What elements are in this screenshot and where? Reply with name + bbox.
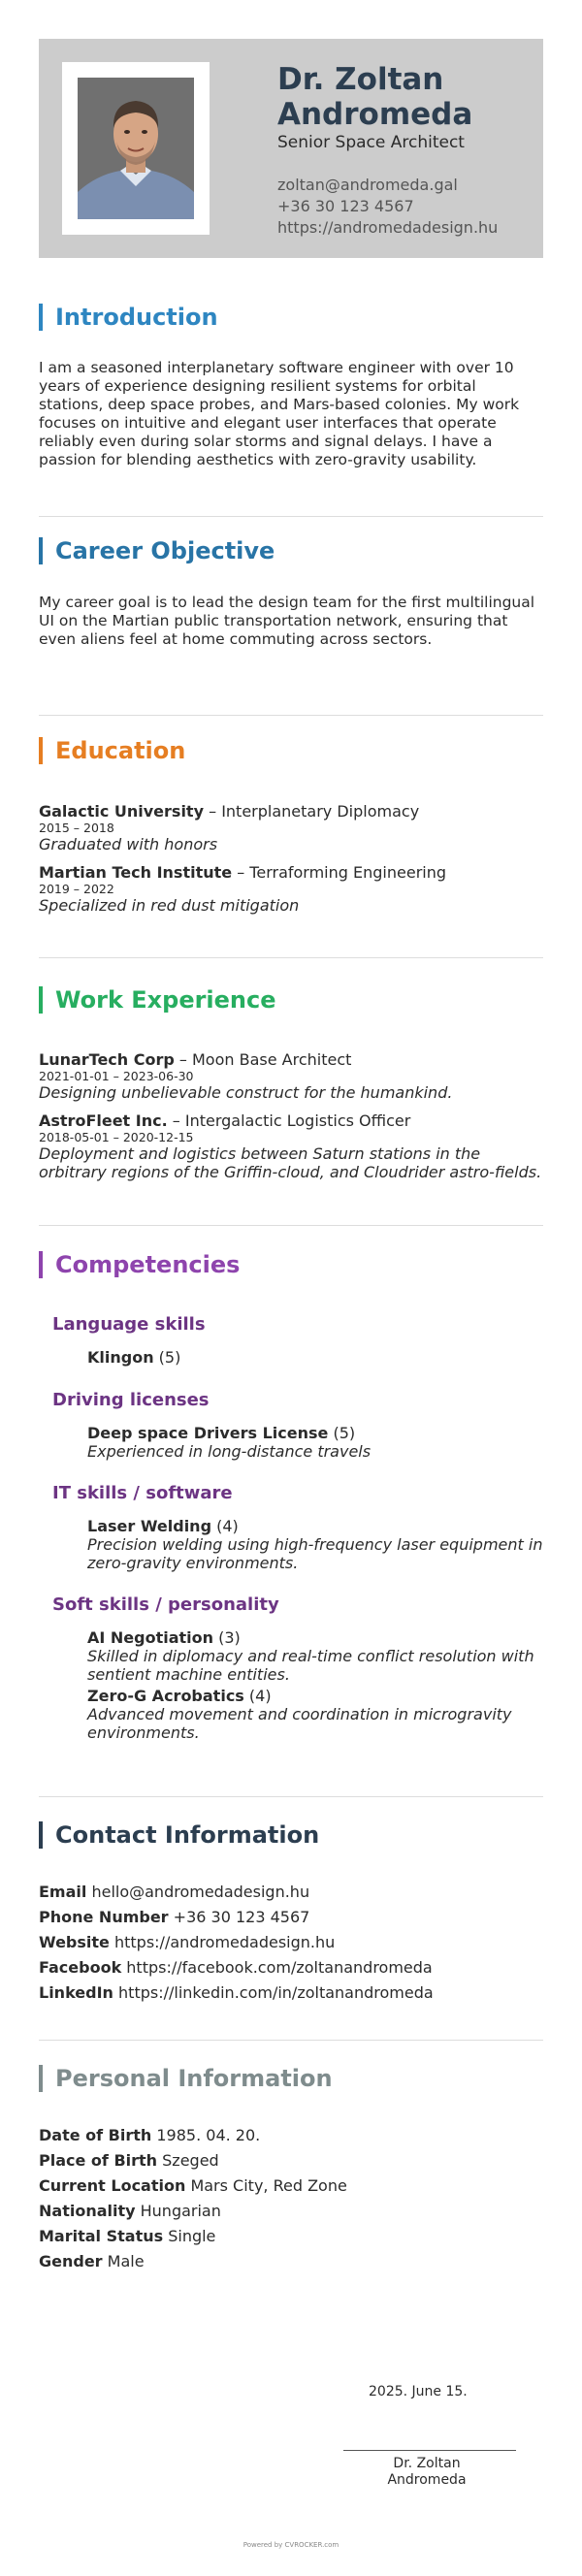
competency-category: Language skills: [52, 1314, 206, 1335]
education-entry: [39, 802, 543, 853]
personal-row: [39, 2123, 543, 2148]
header-contacts: [277, 175, 539, 239]
kv-label: Marital Status: [39, 2227, 164, 2245]
education-section: [39, 737, 543, 915]
education-dates: 2019 – 2022: [39, 882, 114, 896]
skill-name: Zero-G Acrobatics: [87, 1687, 244, 1705]
kv-label: Place of Birth: [39, 2151, 158, 2170]
company-name: LunarTech Corp: [39, 1050, 175, 1069]
personal-row: [39, 2249, 543, 2274]
skill-name: Laser Welding: [87, 1517, 212, 1535]
cv-header: [39, 39, 543, 258]
personal-section: [39, 2065, 543, 2274]
kv-value: hello@andromedadesign.hu: [86, 1883, 310, 1901]
contact-email-row[interactable]: [39, 1880, 543, 1905]
degree: – Terraforming Engineering: [232, 863, 447, 882]
signature-line: [343, 2450, 516, 2451]
personal-list: [39, 2123, 543, 2274]
kv-value: https://linkedin.com/in/zoltanandromeda: [113, 1983, 434, 2002]
contact-title: Contact Information: [39, 1821, 543, 1849]
kv-label: Email: [39, 1883, 87, 1901]
school-name: Galactic University: [39, 802, 205, 821]
kv-value: Mars City, Red Zone: [185, 2176, 347, 2195]
skill-note: Experienced in long-distance travels: [87, 1442, 372, 1461]
work-entry: [39, 1111, 543, 1181]
job-title: Senior Space Architect: [277, 133, 465, 152]
skill-level: (3): [213, 1628, 241, 1647]
section-divider: [39, 2040, 543, 2041]
work-note: Designing unbelievable construct for the humankind.: [39, 1083, 453, 1102]
career-section: [39, 537, 543, 649]
personal-title: Personal Information: [39, 2065, 543, 2092]
kv-value: Hungarian: [135, 2202, 221, 2220]
work-section: [39, 986, 543, 1181]
header-text: [277, 62, 539, 239]
education-note: Graduated with honors: [39, 835, 218, 853]
position: – Intergalactic Logistics Officer: [167, 1111, 411, 1130]
contact-facebook-row[interactable]: [39, 1955, 543, 1980]
personal-row: [39, 2199, 543, 2224]
skill-level: (5): [153, 1348, 181, 1367]
skill-level: (4): [211, 1517, 239, 1535]
skill-level: (5): [328, 1424, 356, 1442]
skill-note: Skilled in diplomacy and real-time conflict resolution with sentient machine entities.: [87, 1647, 534, 1684]
skill-name: Klingon: [87, 1348, 154, 1367]
work-entry: [39, 1050, 543, 1102]
kv-value: 1985. 04. 20.: [151, 2126, 261, 2144]
education-dates: 2015 – 2018: [39, 821, 114, 835]
kv-label: Phone Number: [39, 1908, 169, 1926]
work-dates: 2018-05-01 – 2020-12-15: [39, 1130, 194, 1144]
competencies-section: [39, 1251, 543, 1742]
personal-row: [39, 2224, 543, 2249]
education-entry: [39, 863, 543, 915]
competency-category: Driving licenses: [52, 1390, 210, 1410]
skill-note: Precision welding using high-frequency laser equipment in zero-gravity environments.: [87, 1535, 543, 1572]
header-website[interactable]: https://andromedadesign.hu: [277, 218, 499, 237]
profile-photo: [78, 78, 194, 219]
kv-value: Male: [102, 2252, 145, 2270]
signature-name: Dr. Zoltan Andromeda: [387, 2456, 467, 2488]
cv-page: [39, 39, 543, 2549]
kv-label: Nationality: [39, 2202, 136, 2220]
skill-item: [87, 1424, 543, 1461]
skill-item: [87, 1348, 543, 1367]
personal-row: [39, 2174, 543, 2199]
kv-value: https://facebook.com/zoltanandromeda: [121, 1958, 433, 1977]
kv-label: Date of Birth: [39, 2126, 152, 2144]
competency-category: Soft skills / personality: [52, 1594, 279, 1615]
skill-item: [87, 1687, 543, 1742]
powered-by-footer[interactable]: Powered by CVROCKER.com: [242, 2541, 340, 2549]
kv-label: Gender: [39, 2252, 103, 2270]
school-name: Martian Tech Institute: [39, 863, 233, 882]
contact-section: [39, 1821, 543, 2006]
section-divider: [39, 715, 543, 716]
work-note: Deployment and logistics between Saturn stations in the orbitrary regions of the Griffin-cloud, and Cloudrider astro-fields.: [39, 1144, 542, 1181]
degree: – Interplanetary Diplomacy: [204, 802, 420, 821]
kv-value: Single: [163, 2227, 216, 2245]
introduction-title: Introduction: [39, 304, 543, 331]
career-text: My career goal is to lead the design team for the first multilingual UI on the Martian public transportation network, ensuring that even aliens feel at home commuting across sectors.: [39, 594, 535, 648]
skill-name: AI Negotiation: [87, 1628, 214, 1647]
kv-label: Facebook: [39, 1958, 122, 1977]
personal-row: [39, 2148, 543, 2174]
section-divider: [39, 516, 543, 517]
contact-phone-row[interactable]: [39, 1905, 543, 1930]
work-dates: 2021-01-01 – 2023-06-30: [39, 1069, 194, 1083]
section-divider: [39, 1796, 543, 1797]
skill-name: Deep space Drivers License: [87, 1424, 329, 1442]
position: – Moon Base Architect: [174, 1050, 352, 1069]
kv-label: Current Location: [39, 2176, 186, 2195]
kv-value: +36 30 123 4567: [168, 1908, 310, 1926]
contact-linkedin-row[interactable]: [39, 1980, 543, 2006]
contact-list: [39, 1880, 543, 2006]
career-title: Career Objective: [39, 537, 543, 564]
kv-label: Website: [39, 1933, 110, 1951]
section-divider: [39, 957, 543, 958]
kv-value: Szeged: [157, 2151, 219, 2170]
kv-label: LinkedIn: [39, 1983, 113, 2002]
competency-category: IT skills / software: [52, 1483, 233, 1503]
education-title: Education: [39, 737, 543, 764]
kv-value: https://andromedadesign.hu: [109, 1933, 336, 1951]
introduction-section: [39, 304, 543, 469]
full-name: Dr. Zoltan Andromeda: [277, 62, 473, 132]
skill-item: [87, 1517, 543, 1572]
work-title: Work Experience: [39, 986, 543, 1014]
introduction-text: I am a seasoned interplanetary software engineer with over 10 years of experience designing resilient systems for orbital stations, deep space probes, and Mars-based colonies. My work focuses on intuitive and elegant user interfaces that operate reliably even during solar storms and signal delays. I have a passion for blending aesthetics with zero-gravity usability.: [39, 359, 520, 468]
signature-date: 2025. June 15.: [369, 2384, 468, 2399]
company-name: AstroFleet Inc.: [39, 1111, 168, 1130]
header-phone[interactable]: +36 30 123 4567: [277, 197, 414, 215]
contact-website-row[interactable]: [39, 1930, 543, 1955]
skill-level: (4): [243, 1687, 272, 1705]
section-divider: [39, 1225, 543, 1226]
competencies-title: Competencies: [39, 1251, 543, 1278]
skill-note: Advanced movement and coordination in microgravity environments.: [87, 1705, 512, 1742]
header-email[interactable]: zoltan@andromeda.gal: [277, 176, 458, 194]
education-note: Specialized in red dust mitigation: [39, 896, 300, 915]
skill-item: [87, 1628, 543, 1684]
